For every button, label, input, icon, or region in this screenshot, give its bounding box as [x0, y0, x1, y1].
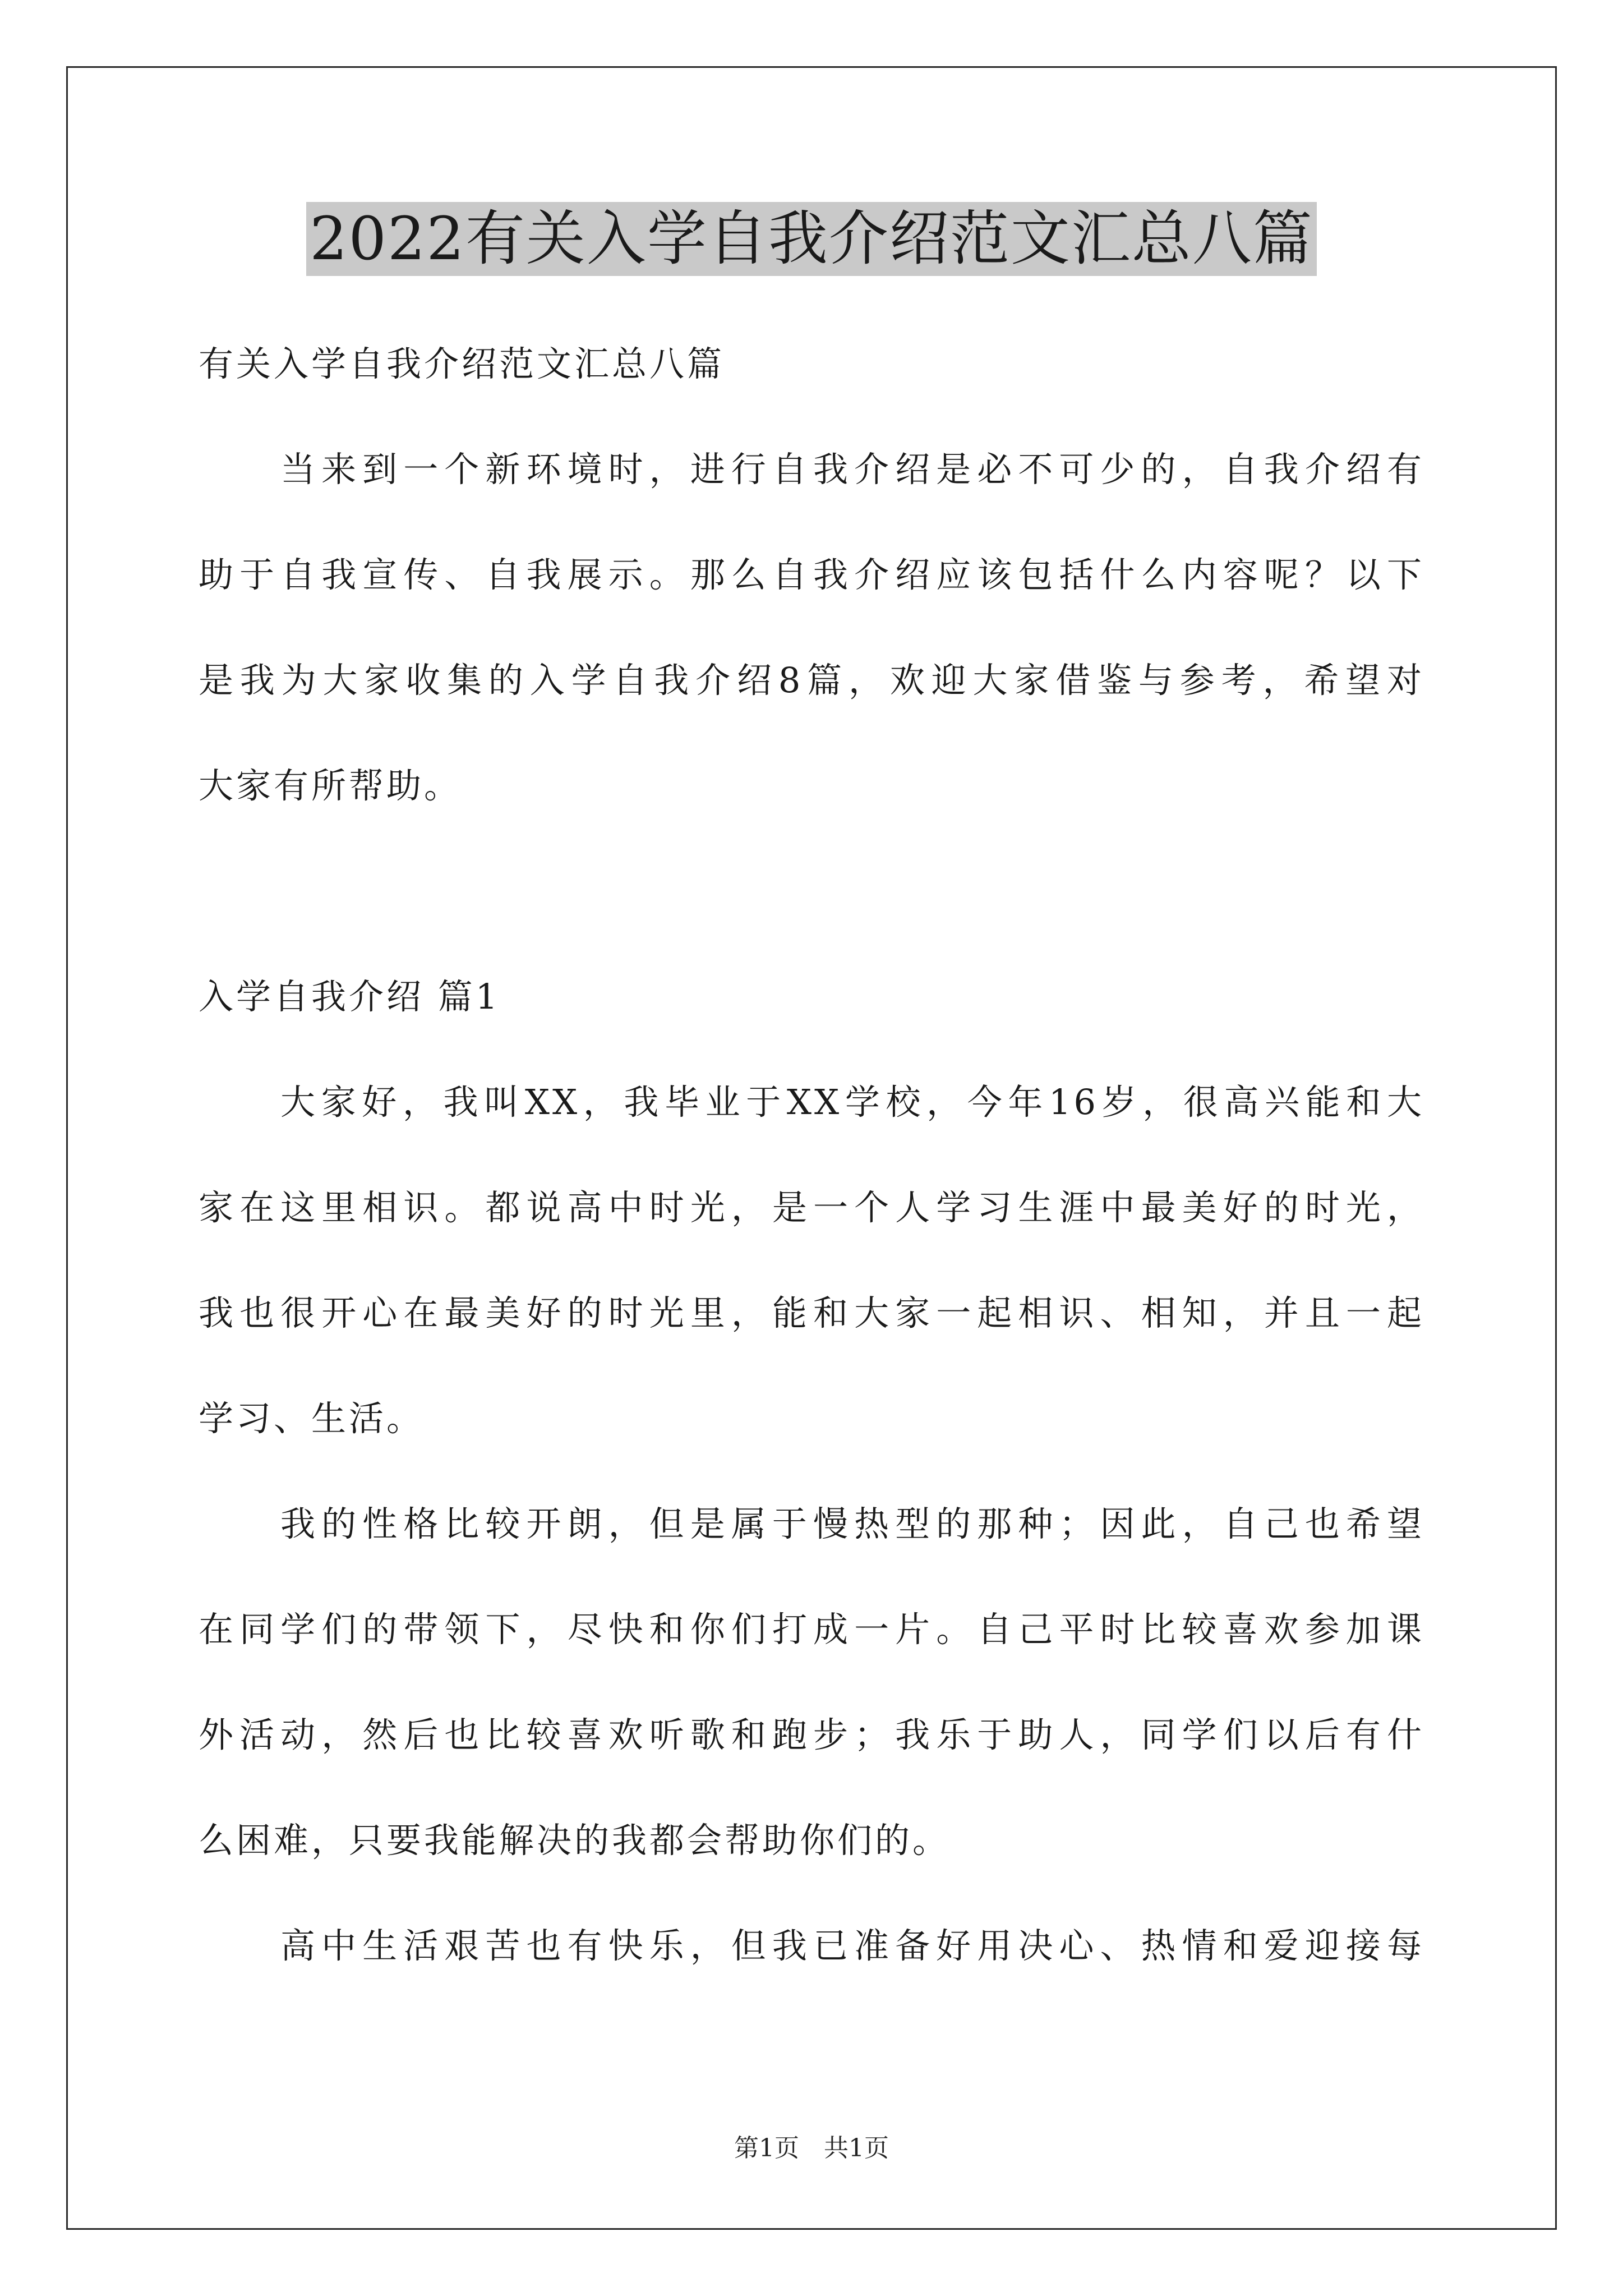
paragraph-line: 当来到一个新环境时，进行自我介绍是必不可少的，自我介绍有	[280, 449, 1424, 490]
paragraph-line: 在同学们的带领下，尽快和你们打成一片。自己平时比较喜欢参加课	[199, 1609, 1424, 1650]
paragraph-2	[199, 1471, 1424, 1893]
section-spacer	[199, 839, 1424, 944]
intro-paragraph	[199, 417, 1424, 839]
page-footer: 第1页 共1页	[734, 2134, 889, 2162]
title-container	[0, 202, 1623, 276]
document-subtitle: 有关入学自我介绍范文汇总八篇	[199, 343, 725, 384]
paragraph-line: 助于自我宣传、自我展示。那么自我介绍应该包括什么内容呢？以下	[199, 554, 1424, 595]
paragraph-line: 是我为大家收集的入学自我介绍8篇，欢迎大家借鉴与参考，希望对	[199, 660, 1424, 701]
paragraph-line: 大家有所帮助。	[199, 765, 462, 806]
paragraph-line: 大家好，我叫XX，我毕业于XX学校，今年16岁，很高兴能和大	[280, 1082, 1424, 1122]
paragraph-line: 家在这里相识。都说高中时光，是一个人学习生涯中最美好的时光，	[199, 1187, 1424, 1228]
paragraph-line: 学习、生活。	[199, 1398, 425, 1439]
document-body	[199, 311, 1424, 1999]
paragraph-line: 高中生活艰苦也有快乐，但我已准备好用决心、热情和爱迎接每	[280, 1925, 1424, 1966]
document-title: 2022有关入学自我介绍范文汇总八篇	[306, 202, 1317, 276]
paragraph-line: 我的性格比较开朗，但是属于慢热型的那种；因此，自己也希望	[280, 1503, 1424, 1544]
paragraph-line: 外活动，然后也比较喜欢听歌和跑步；我乐于助人，同学们以后有什	[199, 1714, 1424, 1755]
section-heading: 入学自我介绍 篇1	[199, 976, 501, 1017]
paragraph-line: 么困难，只要我能解决的我都会帮助你们的。	[199, 1820, 951, 1861]
paragraph-3	[199, 1893, 1424, 1999]
paragraph-1	[199, 1050, 1424, 1471]
paragraph-line: 我也很开心在最美好的时光里，能和大家一起相识、相知，并且一起	[199, 1292, 1424, 1333]
